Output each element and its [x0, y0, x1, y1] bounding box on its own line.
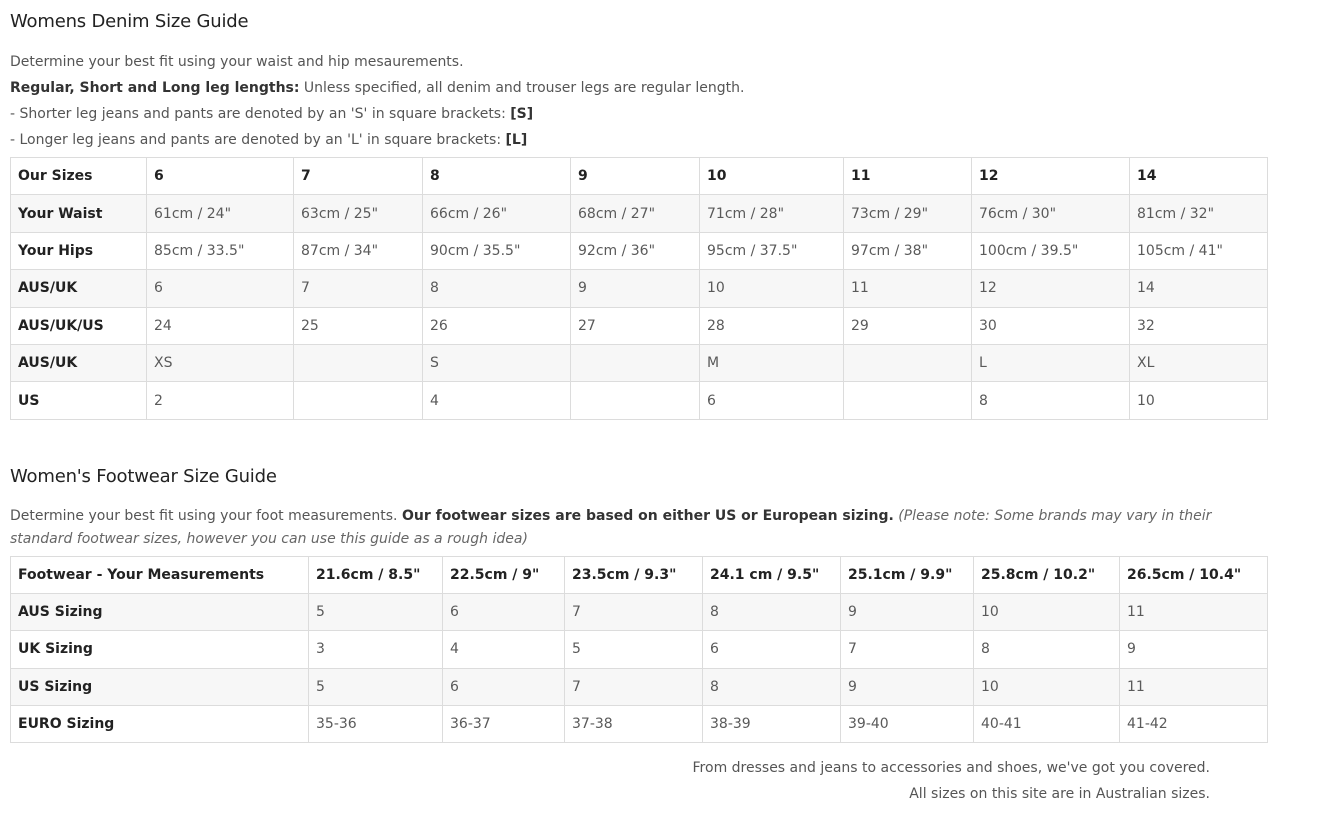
denim-intro-line-3 — [10, 101, 1260, 127]
row-header-cell: US — [11, 382, 147, 419]
footwear-intro-text: Determine your best fit using your foot measurements. — [10, 508, 402, 524]
table-cell: 10 — [1130, 382, 1268, 419]
table-cell: 8 — [972, 382, 1130, 419]
table-cell: 10 — [700, 270, 844, 307]
table-cell: 25 — [294, 307, 423, 344]
row-header-cell: EURO Sizing — [11, 705, 309, 742]
table-cell: 9 — [841, 594, 974, 631]
row-header-cell: US Sizing — [11, 668, 309, 705]
table-cell: 7 — [841, 631, 974, 668]
table-cell — [294, 344, 423, 381]
table-cell: 9 — [571, 158, 700, 195]
short-leg-marker: [S] — [510, 106, 534, 122]
long-leg-marker: [L] — [505, 132, 528, 148]
denim-size-table — [10, 157, 1268, 420]
table-cell: 28 — [700, 307, 844, 344]
row-header-cell: Your Hips — [11, 232, 147, 269]
table-cell: 30 — [972, 307, 1130, 344]
denim-table-row — [11, 382, 1268, 419]
row-header-cell: AUS/UK — [11, 270, 147, 307]
denim-table-row — [11, 270, 1268, 307]
table-cell: 4 — [443, 631, 565, 668]
table-cell: 4 — [423, 382, 571, 419]
table-cell: 87cm / 34" — [294, 232, 423, 269]
table-cell: 35-36 — [309, 705, 443, 742]
table-cell: 11 — [1120, 668, 1268, 705]
table-cell: 9 — [841, 668, 974, 705]
table-cell: 100cm / 39.5" — [972, 232, 1130, 269]
table-cell: 10 — [974, 668, 1120, 705]
denim-guide-title: Womens Denim Size Guide — [10, 11, 249, 32]
table-cell: 12 — [972, 270, 1130, 307]
table-cell: 105cm / 41" — [1130, 232, 1268, 269]
row-header-cell: Your Waist — [11, 195, 147, 232]
table-cell: 8 — [423, 158, 571, 195]
denim-intro-line-1: Determine your best fit using your waist and hip mesaurements. — [10, 54, 464, 70]
table-cell: S — [423, 344, 571, 381]
table-cell: 97cm / 38" — [844, 232, 972, 269]
table-cell: 61cm / 24" — [147, 195, 294, 232]
table-cell: 2 — [147, 382, 294, 419]
table-cell: 22.5cm / 9" — [443, 557, 565, 594]
table-cell: 71cm / 28" — [700, 195, 844, 232]
table-cell — [844, 382, 972, 419]
table-cell: 14 — [1130, 158, 1268, 195]
table-cell: 12 — [972, 158, 1130, 195]
table-cell: 10 — [974, 594, 1120, 631]
table-cell: 41-42 — [1120, 705, 1268, 742]
denim-intro — [10, 49, 1260, 153]
short-leg-text: - Shorter leg jeans and pants are denoted by an 'S' in square brackets: — [10, 106, 511, 122]
denim-table-row — [11, 158, 1268, 195]
table-cell: 9 — [1120, 631, 1268, 668]
table-cell: 73cm / 29" — [844, 195, 972, 232]
table-cell: 25.8cm / 10.2" — [974, 557, 1120, 594]
table-cell: 36-37 — [443, 705, 565, 742]
table-cell: 7 — [294, 270, 423, 307]
table-cell: 5 — [309, 668, 443, 705]
table-cell: 95cm / 37.5" — [700, 232, 844, 269]
table-cell: 21.6cm / 8.5" — [309, 557, 443, 594]
denim-intro-line-2 — [10, 75, 1260, 101]
table-cell: 90cm / 35.5" — [423, 232, 571, 269]
table-cell: 6 — [147, 270, 294, 307]
table-cell: 6 — [700, 382, 844, 419]
row-header-cell: Footwear - Your Measurements — [11, 557, 309, 594]
footwear-table-row — [11, 557, 1268, 594]
table-cell: 6 — [443, 594, 565, 631]
denim-table-row — [11, 307, 1268, 344]
row-header-cell: Our Sizes — [11, 158, 147, 195]
table-cell: 8 — [974, 631, 1120, 668]
footer-note-sizing: All sizes on this site are in Australian sizes. — [909, 786, 1210, 802]
footwear-table-row — [11, 594, 1268, 631]
table-cell: 32 — [1130, 307, 1268, 344]
table-cell: 39-40 — [841, 705, 974, 742]
footwear-intro-note: (Please note: Some brands may vary in their standard footwear sizes, however you can use this guide as a rough idea) — [10, 508, 1212, 547]
table-cell: 85cm / 33.5" — [147, 232, 294, 269]
table-cell — [571, 344, 700, 381]
footwear-size-table — [10, 556, 1268, 743]
table-cell: 10 — [700, 158, 844, 195]
footwear-table-row — [11, 631, 1268, 668]
table-cell: 6 — [147, 158, 294, 195]
table-cell: 37-38 — [565, 705, 703, 742]
table-cell: 7 — [565, 594, 703, 631]
table-cell: 5 — [565, 631, 703, 668]
table-cell: 14 — [1130, 270, 1268, 307]
table-cell: M — [700, 344, 844, 381]
table-cell: 81cm / 32" — [1130, 195, 1268, 232]
table-cell: 26 — [423, 307, 571, 344]
table-cell: 27 — [571, 307, 700, 344]
denim-table-row — [11, 232, 1268, 269]
table-cell: L — [972, 344, 1130, 381]
row-header-cell: AUS/UK/US — [11, 307, 147, 344]
table-cell: 92cm / 36" — [571, 232, 700, 269]
row-header-cell: AUS Sizing — [11, 594, 309, 631]
table-cell: 8 — [703, 594, 841, 631]
denim-table-row — [11, 195, 1268, 232]
table-cell: 68cm / 27" — [571, 195, 700, 232]
table-cell — [294, 382, 423, 419]
table-cell: 29 — [844, 307, 972, 344]
table-cell: 23.5cm / 9.3" — [565, 557, 703, 594]
table-cell: 66cm / 26" — [423, 195, 571, 232]
table-cell: 8 — [703, 668, 841, 705]
footwear-intro-bold: Our footwear sizes are based on either US or European sizing. — [401, 508, 894, 524]
footwear-table-row — [11, 668, 1268, 705]
table-cell: 11 — [1120, 594, 1268, 631]
table-cell: 5 — [309, 594, 443, 631]
leg-lengths-text: Unless specified, all denim and trouser legs are regular length. — [299, 80, 745, 96]
table-cell: 11 — [844, 158, 972, 195]
table-cell — [571, 382, 700, 419]
table-cell: 11 — [844, 270, 972, 307]
table-cell: 76cm / 30" — [972, 195, 1130, 232]
footer-note-coverage: From dresses and jeans to accessories and shoes, we've got you covered. — [692, 760, 1210, 776]
table-cell: XL — [1130, 344, 1268, 381]
table-cell: 6 — [703, 631, 841, 668]
table-cell: 6 — [443, 668, 565, 705]
table-cell: 9 — [571, 270, 700, 307]
table-cell: 25.1cm / 9.9" — [841, 557, 974, 594]
footwear-guide-title: Women's Footwear Size Guide — [10, 466, 277, 487]
table-cell: 24 — [147, 307, 294, 344]
row-header-cell: UK Sizing — [11, 631, 309, 668]
table-cell: 8 — [423, 270, 571, 307]
table-cell: 40-41 — [974, 705, 1120, 742]
leg-lengths-label: Regular, Short and Long leg lengths: — [10, 80, 300, 96]
table-cell: 26.5cm / 10.4" — [1120, 557, 1268, 594]
table-cell: 63cm / 25" — [294, 195, 423, 232]
table-cell: 7 — [565, 668, 703, 705]
table-cell: XS — [147, 344, 294, 381]
row-header-cell: AUS/UK — [11, 344, 147, 381]
footwear-table-row — [11, 705, 1268, 742]
footwear-intro — [10, 505, 1260, 551]
table-cell: 7 — [294, 158, 423, 195]
table-cell: 24.1 cm / 9.5" — [703, 557, 841, 594]
table-cell: 3 — [309, 631, 443, 668]
denim-table-row — [11, 344, 1268, 381]
denim-intro-line-4 — [10, 127, 1260, 153]
table-cell: 38-39 — [703, 705, 841, 742]
long-leg-text: - Longer leg jeans and pants are denoted by an 'L' in square brackets: — [10, 132, 506, 148]
table-cell — [844, 344, 972, 381]
